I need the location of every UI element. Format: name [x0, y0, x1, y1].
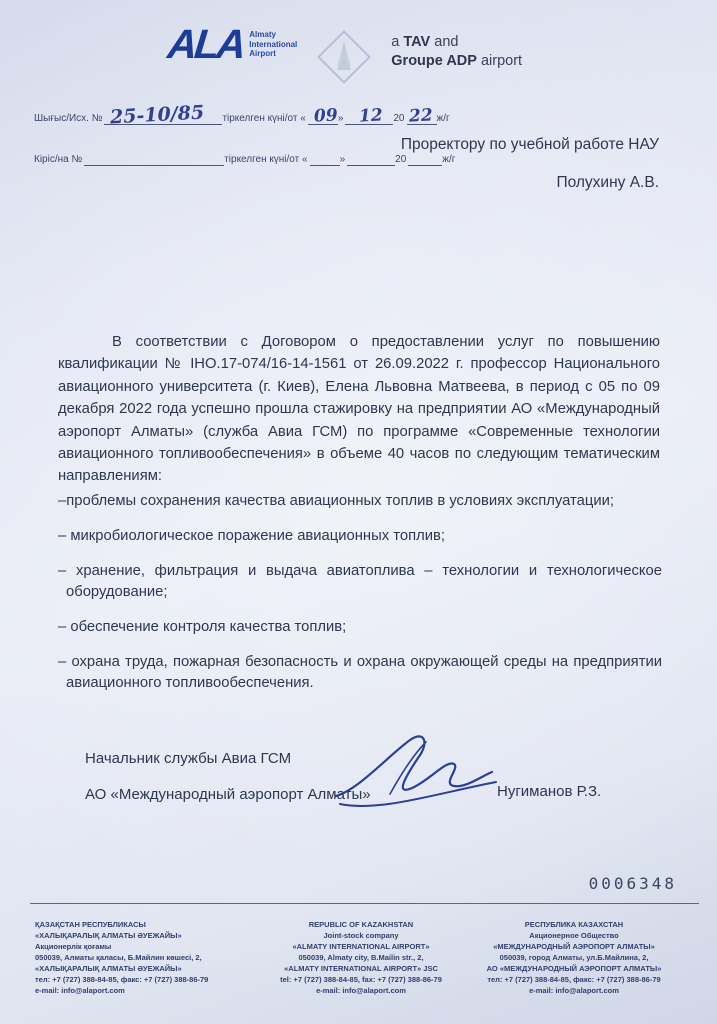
- partner-mid: and: [430, 34, 459, 50]
- footer-line: «ALMATY INTERNATIONAL AIRPORT» JSC: [284, 964, 438, 973]
- outgoing-number-handwritten: 25-10/85: [109, 101, 206, 129]
- partner-pre: a: [391, 34, 404, 50]
- footer-line: e-mail: info@alaport.com: [529, 986, 619, 995]
- footer-line: 050039, Алматы қаласы, Б.Майлин көшесі, 2,: [35, 953, 202, 962]
- footer-line: tel: +7 (727) 388-84-85, fax: +7 (727) 388-86-79: [280, 975, 442, 984]
- outgoing-month-field: [345, 105, 393, 127]
- outgoing-year-field: [407, 105, 437, 127]
- registration-incoming-row: [34, 148, 457, 166]
- partner-post: airport: [476, 53, 523, 69]
- partner-brand-text: [391, 33, 522, 71]
- footer-line: e-mail: info@alaport.com: [316, 986, 406, 995]
- footer-line: «ALMATY INTERNATIONAL AIRPORT»: [292, 942, 430, 951]
- incoming-number-field: [84, 150, 224, 166]
- footer-line: Акционерное Общество: [529, 931, 619, 940]
- footer-column-russian: [469, 919, 679, 996]
- document-stamp-number: 0006348: [588, 874, 677, 893]
- topics-list: [58, 491, 662, 708]
- footer-line: «ХАЛЫҚАРАЛЫҚ АЛМАТЫ ӘУЕЖАЙЫ»: [35, 964, 182, 973]
- topic-item: – хранение, фильтрация и выдача авиатоплива – технологии и технологическое оборудование;: [58, 563, 662, 600]
- body-paragraph: В соответствии с Договором о предоставлении услуг по повышению квалификации № ІНО.17-074/16-14-1561 от 26.09.2022 г. профессор Национального авиационного университета (г. Киев), Елена Львовна Матвеева, в период с 05 по 09 декабря 2022 года успешно прошла стажировку на предприятии АО «Международный аэропорт Алматы» (служба Авиа ГСМ) по программе «Современные технологии авиационного топливообеспечения» в объеме 40 часов по следующим тематическим направлениям:: [58, 334, 660, 485]
- topic-item: – охрана труда, пожарная безопасность и охрана окружающей среды на предприятии авиационного топливообеспечения.: [58, 654, 662, 691]
- outgoing-number-label: Шығыс/Исх. №: [34, 113, 103, 124]
- outgoing-date-label: тіркелген күні/от «: [222, 113, 306, 124]
- signer-position-line2: АО «Международный аэропорт Алматы»: [85, 786, 371, 803]
- topic-item: – обеспечение контроля качества топлив;: [58, 619, 347, 635]
- outgoing-year-handwritten: 22: [407, 105, 433, 127]
- footer-divider: [30, 903, 699, 904]
- outgoing-year-prefix: 20: [393, 113, 405, 124]
- ala-caption-line3: Airport: [249, 49, 276, 58]
- outgoing-number-field: [104, 101, 222, 129]
- outgoing-suffix: ж/г: [436, 113, 450, 124]
- outgoing-quote-close: »: [337, 113, 344, 124]
- footer-line: 050039, город Алматы, ул.Б.Майлина, 2,: [499, 953, 649, 962]
- outgoing-day-handwritten: 09: [313, 105, 338, 127]
- almaty-tower-diamond-icon: [313, 26, 375, 93]
- signer-name: Нугиманов Р.З.: [497, 783, 602, 800]
- ala-caption-line1: Almaty: [249, 30, 276, 39]
- footer-line: e-mail: info@alaport.com: [35, 986, 125, 995]
- outgoing-month-handwritten: 12: [358, 105, 384, 127]
- footer-line: тел: +7 (727) 388-84-85, факс: +7 (727) 388-86-79: [487, 975, 661, 984]
- ala-logo-caption: [249, 30, 297, 59]
- registration-outgoing-row: [34, 101, 452, 129]
- topic-item: –проблемы сохранения качества авиационных топлив в условиях эксплуатации;: [58, 493, 614, 509]
- footer-line: АО «МЕЖДУНАРОДНЫЙ АЭРОПОРТ АЛМАТЫ»: [486, 964, 662, 973]
- incoming-year-prefix: 20: [395, 154, 407, 165]
- signature-scribble-icon: [330, 730, 510, 820]
- footer-line: ҚАЗАҚСТАН РЕСПУБЛИКАСЫ: [35, 920, 146, 929]
- ala-logo: [165, 21, 298, 67]
- footer-line: РЕСПУБЛИКА КАЗАХСТАН: [524, 920, 624, 929]
- incoming-date-label: тіркелген күні/от «: [224, 154, 308, 165]
- footer-column-english: [262, 919, 460, 996]
- footer-line: тел: +7 (727) 388-84-85, факс: +7 (727) 388-86-79: [35, 975, 209, 984]
- topic-item: – микробиологическое поражение авиационных топлив;: [58, 528, 445, 544]
- footer-line: «ХАЛЫҚАРАЛЫҚ АЛМАТЫ ӘУЕЖАЙЫ»: [35, 931, 182, 940]
- incoming-suffix: ж/г: [442, 154, 456, 165]
- incoming-day-field: [310, 150, 340, 166]
- outgoing-day-field: [308, 105, 338, 127]
- addressee-line2: Полухину А.В.: [556, 174, 659, 191]
- partner-tav: TAV: [403, 34, 431, 50]
- incoming-number-label: Кіріс/на №: [34, 154, 83, 165]
- footer-line: «МЕЖДУНАРОДНЫЙ АЭРОПОРТ АЛМАТЫ»: [493, 942, 655, 951]
- footer-line: Акционерлік қоғамы: [35, 942, 112, 951]
- footer-line: 050039, Almaty city, B.Mailin str., 2,: [298, 953, 424, 962]
- partner-groupe-adp: Groupe ADP: [391, 53, 477, 69]
- letterhead: [165, 21, 523, 93]
- signer-position-line1: Начальник службы Авиа ГСМ: [85, 750, 292, 767]
- incoming-quote-close: »: [339, 154, 346, 165]
- footer-line: REPUBLIC OF KAZAKHSTAN: [308, 920, 414, 929]
- ala-logo-text: ALA: [165, 21, 246, 67]
- ala-caption-line2: International: [249, 39, 298, 49]
- addressee-line1: Проректору по учебной работе НАУ: [400, 136, 659, 153]
- incoming-month-field: [347, 150, 395, 166]
- addressee-block: [401, 136, 659, 192]
- footer-line: Joint-stock company: [323, 931, 399, 940]
- footer-column-kazakh: [35, 919, 245, 996]
